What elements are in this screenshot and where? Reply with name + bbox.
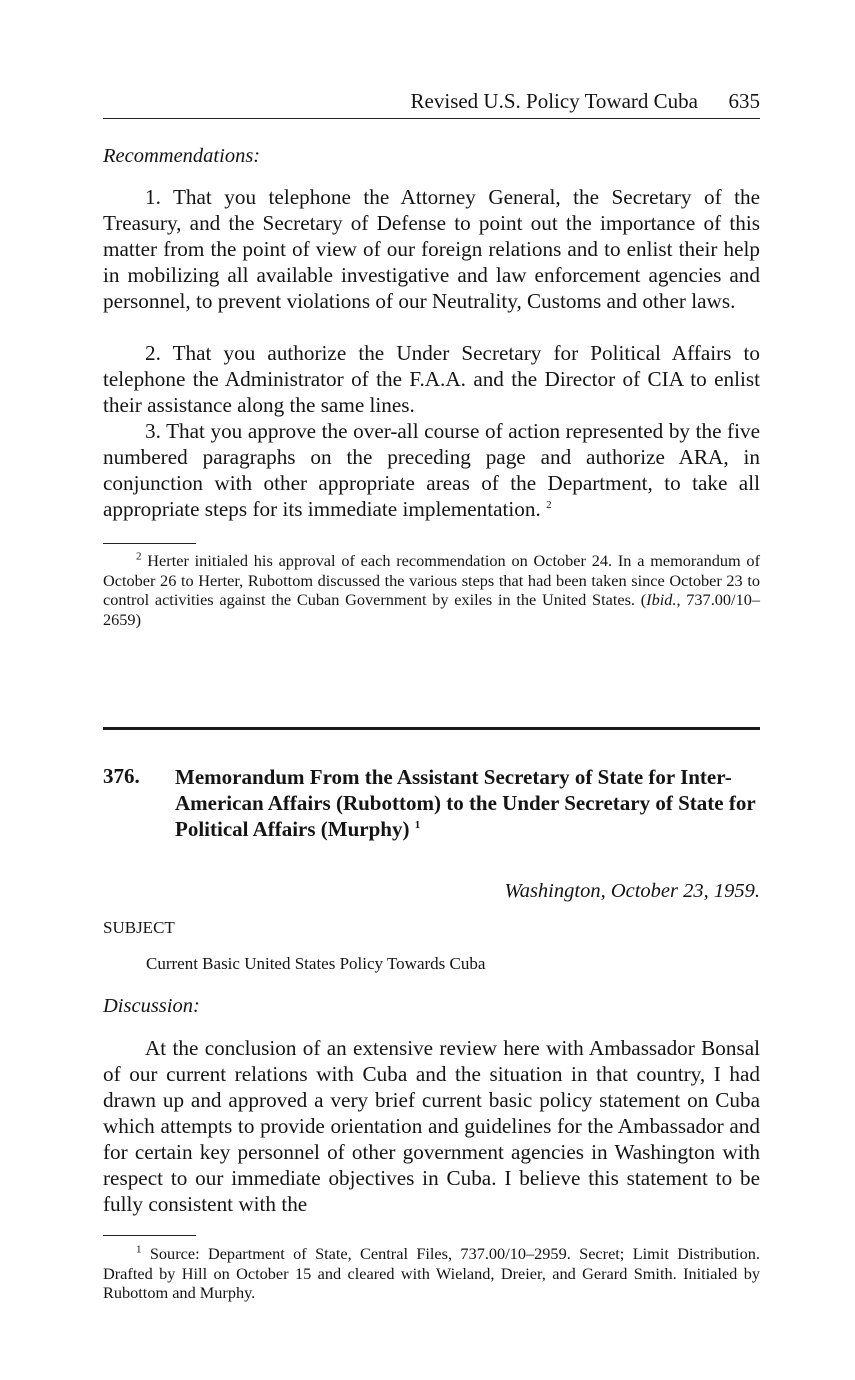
recommendation-item-3-text: 3. That you approve the over-all course of action represented by the five numbered paragraphs on the preceding page and authorize ARA, in conjunction with other appropriate areas of the Department, to take all appropriate steps for its immediate implementation. [103,419,760,521]
footnote-2-marker: 2 [136,550,142,563]
discussion-paragraph: At the conclusion of an extensive review here with Ambassador Bonsal of our current relations with Cuba and the situation in that country, I had drawn up and approved a very brief current basic policy statement on Cuba which attempts to provide orientation and guidelines for the Ambassador and for certain key personnel of other government agencies in Washington with respect to our immediate objectives in Cuba. I believe this statement to be fully consistent with the [103,1036,760,1216]
section-divider [103,727,760,730]
page-number: 635 [728,89,760,113]
recommendations-heading: Recommendations: [103,145,261,167]
document-number: 376. [103,764,140,788]
footnote-ref-2: 2 [546,498,552,511]
footnote-ref-1: 1 [414,819,421,831]
recommendation-item-1: 1. That you telephone the Attorney General, the Secretary of the Treasury, and the Secretary of Defense to point out the importance of this matter from the point of view of our foreign relations and to enlist their help in mobilizing all available investigative and law enforcement agencies and personnel, to prevent violations of our Neutrality, Customs and other laws. [103,185,760,313]
footnote-1 [103,1244,760,1303]
recommendation-item-2: 2. That you authorize the Under Secretary for Political Affairs to telephone the Administrator of the F.A.A. and the Director of CIA to enlist their assistance along the same lines. [103,341,760,417]
footnote-rule [103,543,196,544]
document-title-text: Memorandum From the Assistant Secretary of State for Inter-American Affairs (Rubottom) to the Under Secretary of State for Political Affairs (Murphy) [175,765,756,841]
footnote-2-text: Herter initialed his approval of each recommendation on October 24. In a memorandum of October 26 to Herter, Rubottom discussed the various steps that had been taken since October 23 to control activities against the Cuban Government by exiles in the United States. ( [103,551,760,609]
subject-label: SUBJECT [103,918,175,937]
footnote-2-ibid: Ibid. [646,590,677,609]
footnote-1-text: Source: Department of State, Central Files, 737.00/10–2959. Secret; Limit Distribution. Drafted by Hill on October 15 and cleared with Wieland, Dreier, and Gerard Smith. Initialed by Rubottom and Murphy. [103,1244,760,1302]
footnote-1-marker: 1 [136,1243,142,1256]
document-title [175,764,760,842]
dateline: Washington, October 23, 1959. [504,880,760,902]
footnote-rule-bottom [103,1235,196,1236]
subject-text: Current Basic United States Policy Towards Cuba [146,954,486,973]
discussion-heading: Discussion: [103,995,200,1017]
footnote-2 [103,551,760,629]
footnote-2-citation: , 737.00/10–2659) [103,590,760,629]
recommendation-item-3 [103,418,760,522]
running-head [103,88,760,119]
running-head-title: Revised U.S. Policy Toward Cuba [410,89,698,113]
